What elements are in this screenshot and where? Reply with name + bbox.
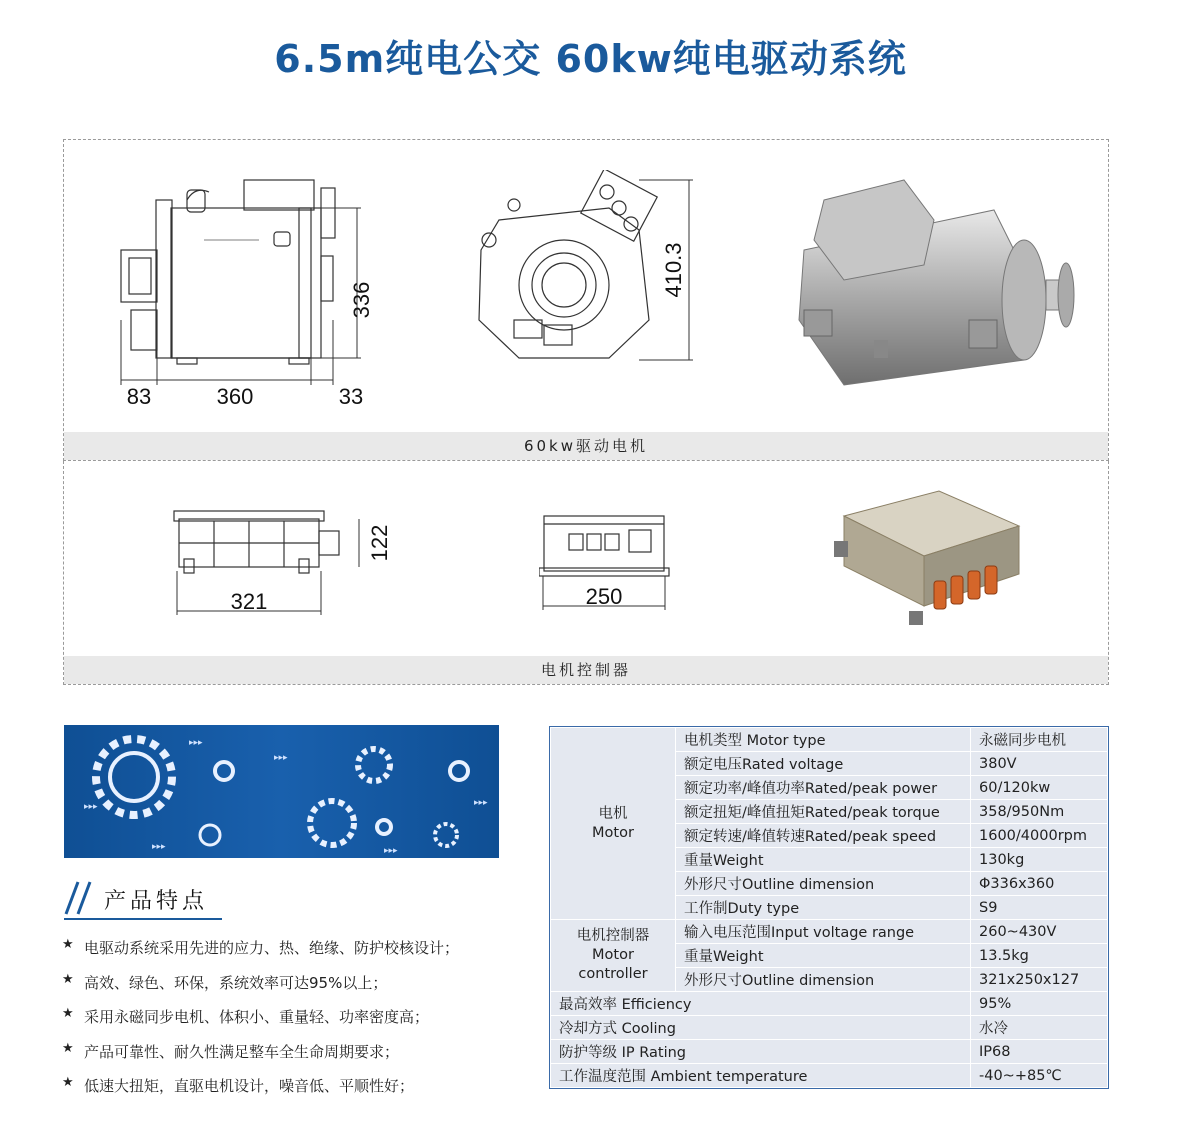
svg-text:▸▸▸: ▸▸▸: [152, 842, 166, 852]
star-icon: ★: [62, 1006, 74, 1021]
motor-side-drawing: [109, 170, 439, 410]
table-row: 外形尺寸Outline dimension Φ336x360: [551, 872, 1108, 896]
list-item: ★ 电驱动系统采用先进的应力、热、绝缘、防护校核设计；: [62, 937, 460, 957]
controller-group-cell: 电机控制器 Motor controller: [551, 920, 676, 992]
table-row: 工作温度范围 Ambient temperature -40~+85℃: [551, 1064, 1108, 1088]
svg-text:▸▸▸: ▸▸▸: [274, 753, 288, 763]
page-title: 6.5m纯电公交 60kw纯电驱动系统: [274, 37, 907, 81]
motor-group-cell: 电机 Motor: [551, 728, 676, 920]
list-item: ★ 产品可靠性、耐久性满足整车全生命周期要求；: [62, 1040, 400, 1061]
svg-text:▸▸▸: ▸▸▸: [474, 798, 488, 808]
features-heading: [64, 878, 222, 920]
table-row: 电机控制器 Motor controller 输入电压范围Input voltage range 260~430V: [551, 920, 1108, 944]
svg-text:▸▸▸: ▸▸▸: [189, 738, 203, 748]
motor-rear-dim: 33: [338, 384, 364, 409]
list-item: ★ 采用永磁同步电机、体积小、重量轻、功率密度高；: [62, 1006, 430, 1026]
list-item: ★ 高效、绿色、环保，系统效率可达95%以上；: [62, 971, 388, 992]
controller-width-dim: 321: [230, 589, 268, 614]
controller-caption: 电机控制器: [64, 656, 1108, 684]
table-row: 最高效率 Efficiency 95%: [551, 992, 1108, 1016]
star-icon: ★: [62, 1040, 74, 1056]
features-title: 产品特点: [104, 889, 209, 914]
table-row: 电机 Motor 电机类型 Motor type 永磁同步电机: [551, 728, 1108, 752]
motor-body-dim: 360: [216, 384, 254, 409]
controller-height-dim: 122: [367, 524, 392, 562]
controller-panel: [63, 461, 1109, 685]
motor-panel: [63, 139, 1109, 461]
controller-depth-dim: 250: [585, 584, 623, 609]
table-row: 重量Weight 13.5kg: [551, 944, 1108, 968]
controller-top-drawing: [169, 501, 469, 621]
gear-banner: [64, 725, 499, 858]
table-row: 外形尺寸Outline dimension 321x250x127: [551, 968, 1108, 992]
spec-table: [550, 727, 1108, 1088]
star-icon: ★: [62, 1075, 74, 1090]
table-row: 额定扭矩/峰值扭矩Rated/peak torque 358/950Nm: [551, 800, 1108, 824]
svg-text:▸▸▸: ▸▸▸: [384, 846, 398, 856]
star-icon: ★: [62, 937, 74, 952]
motor-front-dim: 83: [126, 384, 152, 409]
table-row: 额定功率/峰值功率Rated/peak power 60/120kw: [551, 776, 1108, 800]
svg-text:▸▸▸: ▸▸▸: [84, 802, 98, 812]
motor-front-drawing: [459, 170, 719, 370]
features-list: [62, 937, 532, 1110]
motor-side-height-dim: 410.3: [661, 242, 686, 298]
list-item: ★ 低速大扭矩，直驱电机设计，噪音低、平顺性好；: [62, 1075, 415, 1095]
motor-height-dim: 336: [349, 281, 374, 319]
slash-icon: [64, 880, 100, 916]
table-row: 工作制Duty type S9: [551, 896, 1108, 920]
motor-photo: [774, 170, 1084, 390]
table-row: 冷却方式 Cooling 水冷: [551, 1016, 1108, 1040]
table-row: 额定转速/峰值转速Rated/peak speed 1600/4000rpm: [551, 824, 1108, 848]
gear-icon: [64, 725, 499, 858]
table-row: 重量Weight 130kg: [551, 848, 1108, 872]
controller-front-drawing: [539, 506, 699, 621]
table-row: 防护等级 IP Rating IP68: [551, 1040, 1108, 1064]
controller-photo: [829, 486, 1029, 636]
table-row: 额定电压Rated voltage 380V: [551, 752, 1108, 776]
motor-caption: 60kw驱动电机: [64, 432, 1108, 460]
star-icon: ★: [62, 971, 74, 987]
